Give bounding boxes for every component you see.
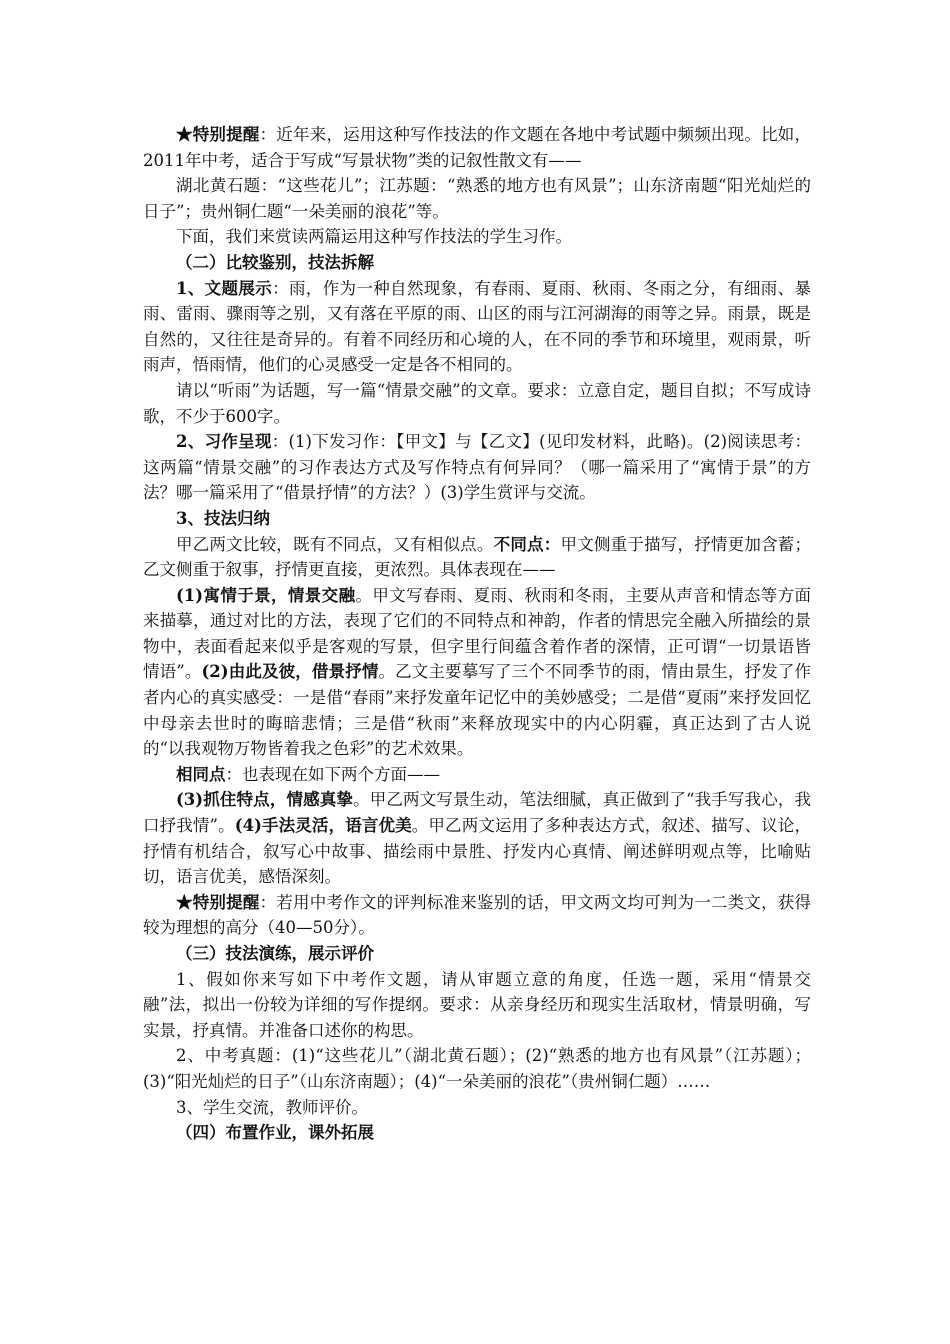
paragraph-intro: 下面，我们来赏读两篇运用这种写作技法的学生习作。 [176, 227, 572, 247]
paragraph-special-reminder-2 [143, 890, 811, 941]
paragraph-text: ：(1)下发习作：【甲文】与【乙文】(见印发材料，此略)。(2)阅读思考：这两篇“情景交融”的习作表达方式及写作特点有何异同？（哪一篇采用了“寓情于景”的方法？哪一篇采用了“借景抒情”的方法？）(3)学生赏评与交流。 [143, 432, 812, 503]
bold-lead: (3)抓住特点，情感真挚 [176, 790, 354, 810]
bold-lead: ★特别提醒 [176, 892, 260, 912]
paragraph-text: 。甲文写春雨、夏雨、秋雨和冬雨，主要从声音和情态等方面来描摹，通过对比的方法，表现了它们的不同特点和神韵，作者的情思完全融入所描绘的景物中，表面看起来似乎是客观的写景，但字里行间蕴含着作者的深情，正可谓“一切景语皆情语”。 [143, 585, 811, 682]
paragraph-exercise-2: 2、中考真题：(1)“这些花儿”（湖北黄石题）；(2)“熟悉的地方也有风景”（江苏题）；(3)“阳光灿烂的日子”（山东济南题）；(4)“一朵美丽的浪花”（贵州铜仁题）…… [143, 1046, 811, 1091]
bold-lead: 2、习作呈现 [176, 432, 272, 452]
document-page [143, 122, 811, 1146]
paragraph-text: ：若用中考作文的评判标准来鉴别的话，甲文两文均可判为一二类文，获得较为理想的高分（40—50分）。 [143, 892, 812, 938]
paragraph-exercise-1: 1、假如你来写如下中考作文题，请从审题立意的角度，任选一题，采用“情景交融”法，拟出一份较为详细的写作提纲。要求：从亲身经历和现实生活取材，情景明确，写实景，抒真情。并准备口述你的构思。 [143, 969, 811, 1040]
paragraph-text: 甲文侧重于描写，抒情更加含蓄；乙文侧重于叙事，抒情更直接，更浓烈。具体表现在—— [143, 534, 812, 580]
paragraph-text: ：也表现在如下两个方面—— [225, 764, 440, 784]
paragraph-comparison [143, 532, 811, 583]
bold-lead: (4)手法灵活，语言优美 [234, 816, 412, 836]
paragraph-text: ：雨，作为一种自然现象，有春雨、夏雨、秋雨、冬雨之分，有细雨、暴雨、雷雨、骤雨等之别，又有落在平原的雨、山区的雨与江河湖海的雨等之异。雨景，既是自然的，又往往是奇异的。有着不同经历和心境的人，在不同的季节和环境里，观雨景，听雨声，悟雨情，他们的心灵感受一定是各不相同的。 [143, 278, 811, 375]
section-heading-3: （三）技法演练，展示评价 [176, 944, 374, 963]
section-heading-2: （二）比较鉴别，技法拆解 [176, 252, 374, 272]
bold-lead: ★特别提醒 [176, 125, 260, 144]
paragraph-exam-topics: 湖北黄石题：“这些花儿”；江苏题：“熟悉的地方也有风景”；山东济南题“阳光灿烂的日子”；贵州铜仁题“一朵美丽的浪花”等。 [143, 176, 811, 221]
paragraph-special-reminder-1 [143, 122, 811, 173]
subheading-technique-summary: 3、技法归纳 [176, 508, 270, 528]
paragraph-text: 。乙文主要摹写了三个不同季节的雨，情由景生，抒发了作者内心的真实感受：一是借“春雨”来抒发童年记忆中的美妙感受；二是借“夏雨”来抒发回忆中母亲去世时的晦暗悲情；三是借“秋雨”来释放现实中的内心阴霾，真正达到了古人说的“以我观物万物皆着我之色彩”的艺术效果。 [143, 662, 811, 759]
paragraph-topic-display [143, 276, 811, 378]
paragraph-text: 。甲乙两文写景生动，笔法细腻，真正做到了“我手写我心，我口抒我情”。 [143, 790, 811, 836]
paragraph-similarities-detail [143, 787, 811, 889]
bold-lead: 相同点 [176, 764, 226, 784]
paragraph-exercise-3: 3、学生交流，教师评价。 [176, 1097, 368, 1117]
section-heading-4: （四）布置作业，课外拓展 [176, 1123, 374, 1143]
paragraph-essay-presentation [143, 429, 811, 506]
paragraph-text: ：近年来，运用这种写作技法的作文题在各地中考试题中频频出现。比如，2011年中考，适合于写成“写景状物”类的记叙性散文有—— [143, 125, 812, 170]
bold-lead: (2)由此及彼，借景抒情 [201, 662, 379, 682]
paragraph-text: 。甲乙两文运用了多种表达方式，叙述、描写、议论，抒情有机结合，叙写心中故事、描绘雨中景胜、抒发内心真情、阐述鲜明观点等，比喻贴切，语言优美，感悟深刻。 [143, 816, 811, 887]
paragraph-differences-detail [143, 583, 811, 762]
bold-lead: (1)寓情于景，情景交融 [176, 585, 356, 605]
bold-lead: 不同点： [493, 534, 561, 554]
paragraph-requirements: 请以“听雨”为话题，写一篇“情景交融”的文章。要求：立意自定，题目自拟；不写成诗歌，不少于600字。 [143, 380, 811, 426]
paragraph-similarities [143, 762, 811, 788]
paragraph-text: 甲乙两文比较，既有不同点，又有相似点。 [176, 534, 494, 554]
bold-lead: 1、文题展示 [176, 278, 273, 298]
